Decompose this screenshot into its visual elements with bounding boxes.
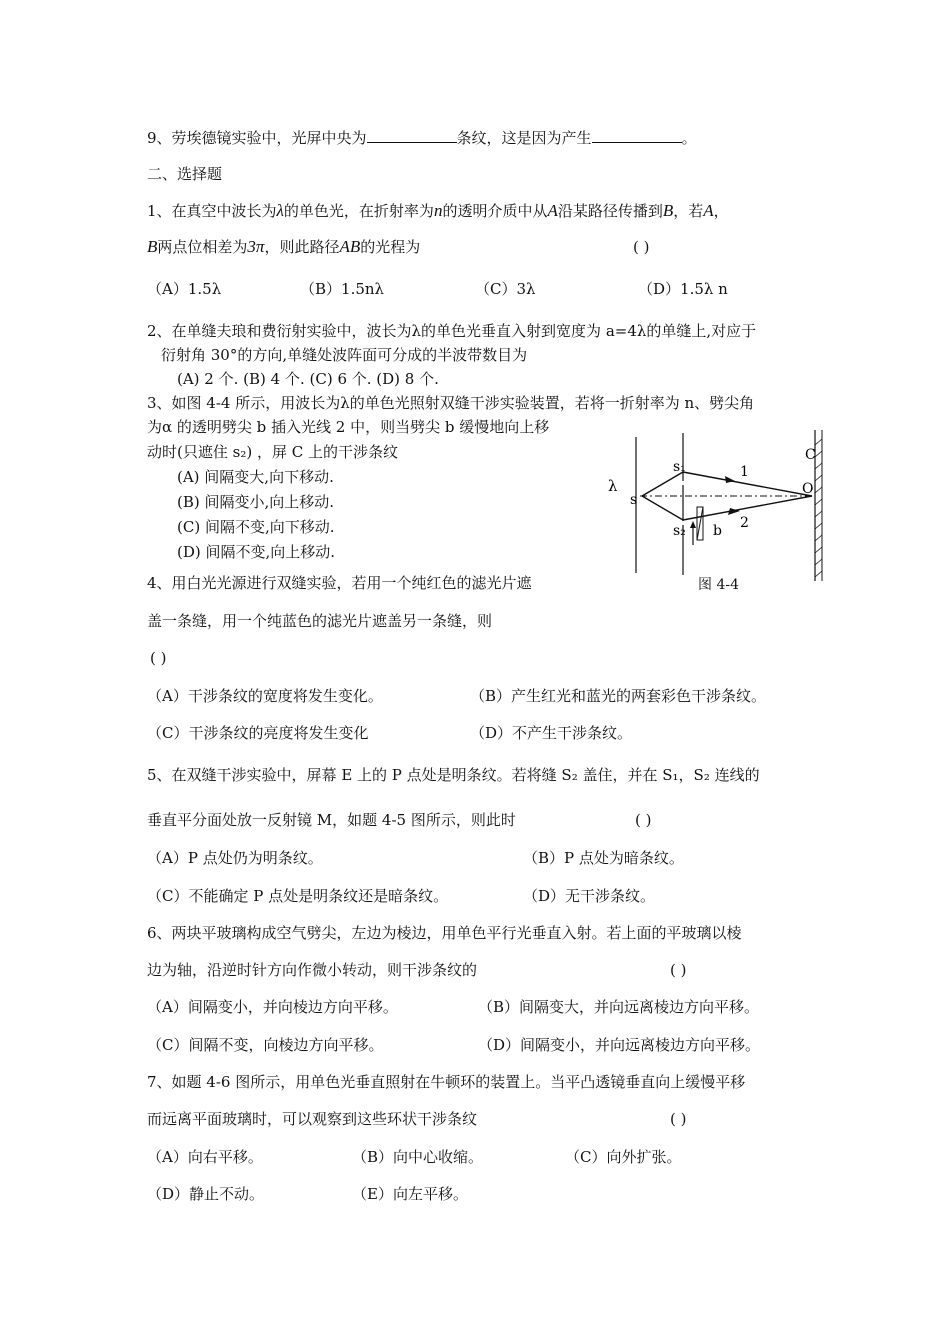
option-b[interactable]: （B）间隔变大，并向远离棱边方向平移。 <box>478 998 760 1016</box>
q2-options[interactable]: (A) 2 个. (B) 4 个. (C) 6 个. (D) 8 个. <box>177 370 439 388</box>
option-a[interactable]: (A) 间隔变大,向下移动. <box>177 468 334 486</box>
screen-label: C <box>805 447 816 463</box>
option-b[interactable]: （B）1.5nλ <box>300 280 385 298</box>
q9-text-c: 。 <box>681 129 697 147</box>
option-b[interactable]: （B）向中心收缩。 <box>352 1148 484 1166</box>
answer-paren[interactable]: ( ) <box>150 649 167 667</box>
option-c[interactable]: （C）间隔不变，向棱边方向平移。 <box>147 1036 384 1054</box>
q1-line-1 <box>147 201 729 221</box>
q7-line-2: 而远离平面玻璃时，可以观察到这些环状干涉条纹 <box>147 1110 478 1128</box>
q2-line-1: 2、在单缝夫琅和费衍射实验中，波长为λ的单色光垂直入射到宽度为 a=4λ的单缝上,对应于 <box>147 322 757 340</box>
lambda-label: λ <box>608 477 618 495</box>
option-c[interactable]: (C) 间隔不变,向下移动. <box>177 518 335 536</box>
symbol: n <box>433 201 443 220</box>
q6-line-2: 边为轴，沿逆时针方向作微小转动，则干涉条纹的 <box>147 961 478 979</box>
q6-line-1: 6、两块平玻璃构成空气劈尖，左边为棱边，用单色平行光垂直入射。若上面的平玻璃以棱 <box>147 924 742 942</box>
q3-line-3: 动时(只遮住 s₂) ，屏 C 上的干涉条纹 <box>147 443 398 461</box>
symbol: λ <box>276 201 284 220</box>
q9-line <box>147 128 697 148</box>
q2-line-2: 衍射角 30°的方向,单缝处波阵面可分成的半波带数目为 <box>161 346 528 364</box>
wedge-diagonal <box>697 507 703 540</box>
q3-line-2: 为α 的透明劈尖 b 插入光线 2 中，则当劈尖 b 缓慢地向上移 <box>147 418 550 436</box>
option-d[interactable]: (D) 间隔不变,向上移动. <box>177 543 336 561</box>
symbol: B <box>662 201 674 220</box>
q1-text: 的透明介质中从 <box>442 202 548 220</box>
wedge-up-arrowhead <box>690 521 696 528</box>
q5-line-1: 5、在双缝干涉实验中，屏幕 E 上的 P 点处是明条纹。若将缝 S₂ 盖住，并在 S₁，S₂ 连线的 <box>147 766 760 784</box>
option-d[interactable]: （D）间隔变小，并向远离棱边方向平移。 <box>478 1036 761 1054</box>
option-a[interactable]: （A）P 点处仍为明条纹。 <box>147 849 323 867</box>
symbol: B <box>147 237 158 256</box>
ray-2-label: 2 <box>740 515 749 531</box>
option-d[interactable]: （D）不产生干涉条纹。 <box>470 724 633 742</box>
answer-paren[interactable]: ( ) <box>635 811 652 829</box>
q1-text: 两点位相差为 <box>157 238 248 256</box>
option-c[interactable]: （C）3λ <box>475 280 536 298</box>
symbol: A <box>547 201 558 220</box>
ray-1-label: 1 <box>740 464 749 480</box>
q9-text-a: 9、劳埃德镜实验中，光屏中央为 <box>147 129 367 147</box>
option-a[interactable]: （A）1.5λ <box>147 280 222 298</box>
answer-paren[interactable]: ( ) <box>670 961 687 979</box>
screen-hatching <box>815 439 822 577</box>
q1-text: ，则此路径 <box>264 238 340 256</box>
option-d[interactable]: （D）静止不动。 <box>147 1185 265 1203</box>
q5-line-2: 垂直平分面处放一反射镜 M，如题 4-5 图所示，则此时 <box>147 811 516 829</box>
q1-text: 的单色光，在折射率为 <box>283 202 434 220</box>
slit-s1-label: s₁ <box>673 459 686 475</box>
q9-text-b: 条纹，这是因为产生 <box>456 129 592 147</box>
option-a[interactable]: （A）向右平移。 <box>147 1148 263 1166</box>
ray-to-s1 <box>642 472 683 496</box>
slit-s2-label: s₂ <box>673 523 686 539</box>
wedge-label: b <box>713 523 722 539</box>
q4-line-2: 盖一条缝，用一个纯蓝色的滤光片遮盖另一条缝，则 <box>147 612 493 630</box>
q7-line-1: 7、如题 4-6 图所示，用单色光垂直照射在牛顿环的装置上。当平凸透镜垂直向上缓慢平移 <box>147 1073 746 1091</box>
source-label: s <box>630 492 638 508</box>
q1-text: 1、在真空中波长为 <box>147 202 277 220</box>
section-heading: 二、选择题 <box>147 165 223 183</box>
option-b[interactable]: (B) 间隔变小,向上移动. <box>177 493 335 511</box>
q4-line-1: 4、用白光光源进行双缝实验，若用一个纯红色的滤光片遮 <box>147 574 532 592</box>
option-c[interactable]: （C）向外扩张。 <box>565 1148 682 1166</box>
answer-paren[interactable]: ( ) <box>670 1110 687 1128</box>
symbol: 3π <box>247 237 265 256</box>
q1-text: 的光程为 <box>360 238 421 256</box>
q1-text: ，若 <box>673 202 704 220</box>
ray-to-s2 <box>642 496 683 520</box>
option-d[interactable]: （D）无干涉条纹。 <box>523 887 656 905</box>
q1-text: ， <box>713 202 729 220</box>
answer-paren[interactable]: ( ) <box>633 238 650 256</box>
answer-blank[interactable] <box>592 128 682 143</box>
option-b[interactable]: （B）产生红光和蓝光的两套彩色干涉条纹。 <box>470 687 767 705</box>
answer-blank[interactable] <box>367 128 457 143</box>
option-b[interactable]: （B）P 点处为暗条纹。 <box>523 849 684 867</box>
option-a[interactable]: （A）干涉条纹的宽度将发生变化。 <box>147 687 383 705</box>
option-c[interactable]: （C）不能确定 P 点处是明条纹还是暗条纹。 <box>147 887 449 905</box>
symbol: A <box>703 201 714 220</box>
q1-text: 沿某路径传播到 <box>557 202 663 220</box>
center-label: O <box>802 481 814 497</box>
symbol: AB <box>339 237 361 256</box>
option-a[interactable]: （A）间隔变小，并向棱边方向平移。 <box>147 998 398 1016</box>
q1-line-2 <box>147 237 420 257</box>
figure-caption: 图 4-4 <box>698 577 739 593</box>
q3-line-1: 3、如图 4-4 所示，用波长为λ的单色光照射双缝干涉实验装置，若将一折射率为 n、劈尖角 <box>147 394 755 412</box>
option-e[interactable]: （E）向左平移。 <box>352 1185 468 1203</box>
double-slit-figure <box>600 425 830 585</box>
option-c[interactable]: （C）干涉条纹的亮度将发生变化 <box>147 724 369 742</box>
option-d[interactable]: （D）1.5λ n <box>638 280 728 298</box>
